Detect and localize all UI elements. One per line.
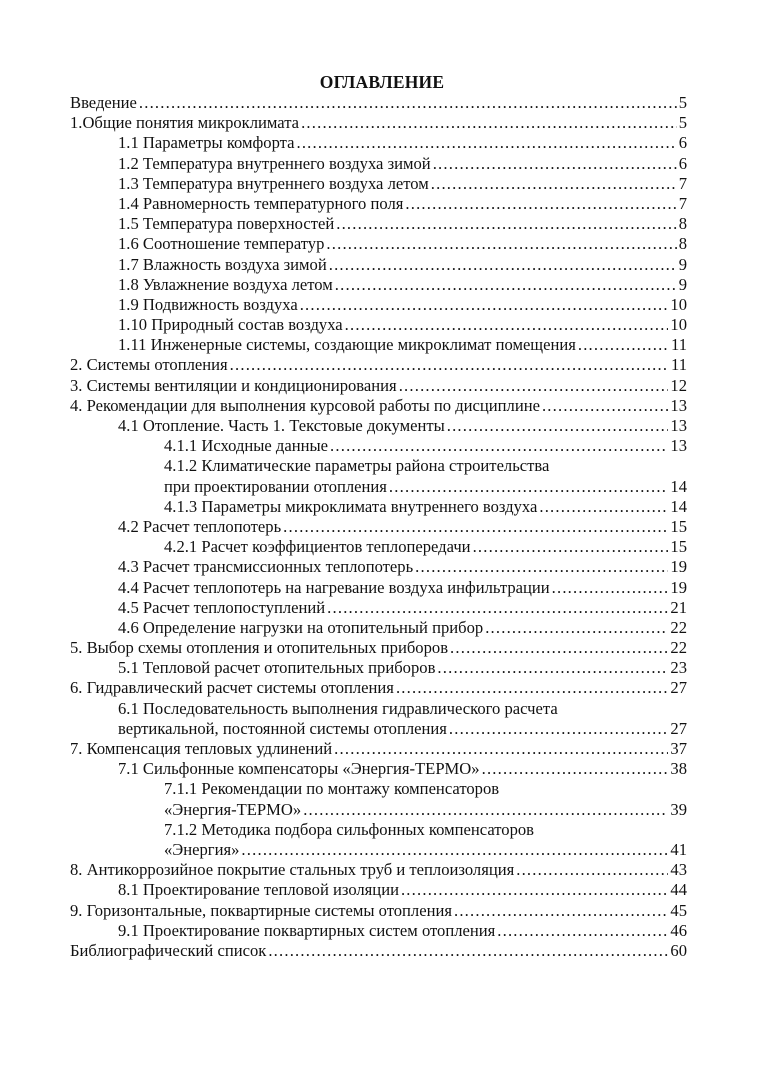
toc-line [70, 678, 687, 698]
toc-entry-title: 4.1.3 Параметры микроклимата внутреннего воздуха [164, 496, 538, 516]
toc-page-number: 22 [670, 617, 687, 637]
toc-page-number: 22 [670, 638, 687, 658]
toc-page-number: 5 [678, 113, 687, 133]
toc-entry[interactable] [70, 396, 687, 416]
toc-line [70, 174, 687, 194]
toc-entry-title: 1.1 Параметры комфорта [118, 133, 295, 153]
toc-page-number: 7 [678, 193, 687, 213]
toc-entry[interactable] [70, 880, 687, 900]
toc-line [70, 840, 687, 860]
toc-line [70, 820, 687, 840]
toc-entry[interactable] [70, 376, 687, 396]
toc-entry[interactable] [70, 759, 687, 779]
toc-entry[interactable] [70, 93, 687, 113]
toc-entry-title: вертикальной, постоянной системы отопления [118, 718, 447, 738]
toc-page-number: 14 [670, 496, 687, 516]
toc-line [70, 557, 687, 577]
toc-title: ОГЛАВЛЕНИЕ [319, 72, 445, 92]
toc-line [70, 719, 687, 739]
toc-entry-title: 8.1 Проектирование тепловой изоляции [118, 880, 399, 900]
dot-leader [300, 295, 669, 315]
dot-leader [345, 315, 669, 335]
toc-entry-title: Библиографический список [70, 940, 267, 960]
dot-leader [296, 133, 676, 153]
toc-page-number: 11 [671, 355, 687, 375]
toc-page-number: 12 [670, 375, 687, 395]
toc-entry[interactable] [70, 739, 687, 759]
dot-leader [303, 800, 668, 820]
toc-entry[interactable] [70, 921, 687, 941]
toc-entry-title: 7.1 Сильфонные компенсаторы «Энергия-ТЕРМО» [118, 759, 480, 779]
toc-entry-title: 5. Выбор схемы отопления и отопительных приборов [70, 638, 449, 658]
dot-leader [396, 678, 668, 698]
toc-line [70, 456, 687, 476]
dot-leader [326, 234, 676, 254]
dot-leader [473, 537, 669, 557]
toc-page-number: 6 [678, 153, 687, 173]
toc-entry[interactable] [70, 315, 687, 335]
toc-entry[interactable] [70, 234, 687, 254]
toc-page-number: 37 [670, 739, 687, 758]
toc-line [70, 658, 687, 678]
toc-entry-title: 1.Общие понятия микроклимата [70, 113, 300, 133]
toc-line [70, 739, 687, 759]
toc-entry[interactable] [70, 255, 687, 275]
toc-entry-title: 8. Антикоррозийное покрытие стальных труб и теплоизоляция [70, 860, 515, 880]
toc-page-number: 10 [670, 315, 687, 335]
toc-line [70, 618, 687, 638]
dot-leader [139, 93, 677, 113]
toc-page-number: 15 [670, 537, 687, 557]
toc-entry[interactable] [70, 678, 687, 698]
toc-entry-title: 1.11 Инженерные системы, создающие микроклимат помещения [118, 335, 576, 355]
toc-line [70, 214, 687, 234]
toc-line [70, 416, 687, 436]
toc-page-number: 38 [670, 759, 687, 779]
dot-leader [241, 840, 668, 860]
toc-entry-title: «Энергия-ТЕРМО» [164, 799, 302, 819]
toc-page-number: 15 [670, 516, 687, 536]
toc-line [70, 355, 687, 375]
toc-entry[interactable] [70, 598, 687, 618]
toc-entry[interactable] [70, 638, 687, 658]
toc-entry-title: 4.4 Расчет теплопотерь на нагревание воздуха инфильтрации [118, 577, 550, 597]
toc-page-number: 19 [670, 557, 687, 577]
toc-line [70, 699, 687, 719]
toc-page-number: 19 [670, 577, 687, 597]
toc-entry[interactable] [70, 699, 687, 739]
toc-entry-title: 3. Системы вентиляции и кондиционирования [70, 375, 397, 395]
toc-entry[interactable] [70, 820, 687, 860]
dot-leader [330, 436, 668, 456]
dot-leader [431, 174, 677, 194]
toc-entry[interactable] [70, 456, 687, 496]
dot-leader [433, 154, 677, 174]
toc-entry[interactable] [70, 416, 687, 436]
toc-line [70, 497, 687, 517]
toc-entry-title: 1.2 Температура внутреннего воздуха зимой [118, 153, 431, 173]
toc-line [70, 255, 687, 275]
toc-entry-title: 4.2 Расчет теплопотерь [118, 516, 282, 536]
toc-line [70, 234, 687, 254]
toc-line [70, 194, 687, 214]
toc-entry[interactable] [70, 537, 687, 557]
toc-entry[interactable] [70, 295, 687, 315]
toc-line [70, 638, 687, 658]
toc-line [70, 275, 687, 295]
toc-entry-title: 1.10 Природный состав воздуха [118, 315, 343, 335]
toc-page-number: 6 [678, 133, 687, 153]
toc-page-number: 60 [670, 940, 687, 960]
toc-line [70, 477, 687, 497]
dot-leader [447, 416, 669, 436]
toc-entry-title: 7.1.2 Методика подбора сильфонных компенсаторов [164, 819, 535, 839]
toc-page-number: 8 [678, 234, 687, 254]
toc-entry-title: 2. Системы отопления [70, 355, 228, 375]
toc-entry[interactable] [70, 901, 687, 921]
toc-page-number: 8 [678, 214, 687, 234]
dot-leader [437, 658, 668, 678]
toc-page-number: 9 [678, 254, 687, 274]
dot-leader [454, 901, 668, 921]
dot-leader [552, 578, 669, 598]
toc-page-number: 13 [670, 436, 687, 456]
toc-entry[interactable] [70, 113, 687, 133]
toc-line [70, 376, 687, 396]
dot-leader [539, 497, 668, 517]
dot-leader [578, 335, 669, 355]
dot-leader [399, 376, 669, 396]
toc-page-number: 27 [670, 718, 687, 738]
toc-line [70, 315, 687, 335]
toc-entry-title: 7.1.1 Рекомендации по монтажу компенсаторов [164, 779, 500, 799]
toc-entry-title: при проектировании отопления [164, 476, 387, 496]
dot-leader [497, 921, 668, 941]
toc-entry-title: 4.1.1 Исходные данные [164, 436, 329, 456]
toc-entry[interactable] [70, 133, 687, 153]
toc-entry[interactable] [70, 154, 687, 174]
toc-entry-title: Введение [70, 93, 137, 112]
toc-page-number: 13 [670, 416, 687, 435]
toc-entry-title: 1.8 Увлажнение воздуха летом [118, 274, 333, 294]
toc-line [70, 436, 687, 456]
toc-entry-title: «Энергия» [164, 839, 240, 859]
dot-leader [329, 255, 677, 275]
dot-leader [542, 396, 668, 416]
dot-leader [485, 618, 668, 638]
toc-line [70, 598, 687, 618]
toc-entry[interactable] [70, 275, 687, 295]
dot-leader [230, 355, 669, 375]
toc-line [70, 901, 687, 921]
toc-entry-title: 5.1 Тепловой расчет отопительных приборов [118, 658, 436, 678]
toc-line [70, 113, 687, 133]
toc-entry-title: 1.7 Влажность воздуха зимой [118, 254, 327, 274]
toc-entry[interactable] [70, 174, 687, 194]
dot-leader [327, 598, 668, 618]
toc-page-number: 44 [670, 880, 687, 900]
toc-entry[interactable] [70, 578, 687, 598]
toc-entry-title: 4.1.2 Климатические параметры района строительства [164, 456, 550, 476]
toc-line [70, 779, 687, 799]
toc-entry[interactable] [70, 355, 687, 375]
toc-entry[interactable] [70, 335, 687, 355]
toc-line [70, 860, 687, 880]
toc-line [70, 537, 687, 557]
toc-line [70, 93, 687, 113]
toc-entry-title: 4.3 Расчет трансмиссионных теплопотерь [118, 557, 414, 577]
toc-line [70, 335, 687, 355]
toc-entry-title: 1.3 Температура внутреннего воздуха летом [118, 173, 429, 193]
toc-entry-title: 4.6 Определение нагрузки на отопительный прибор [118, 617, 484, 637]
toc-page-number: 23 [670, 658, 687, 678]
toc-entry[interactable] [70, 618, 687, 638]
toc-page-number: 9 [678, 274, 687, 294]
dot-leader [268, 941, 668, 961]
toc-page-number: 13 [670, 395, 687, 415]
toc-entry[interactable] [70, 658, 687, 678]
toc-entry[interactable] [70, 557, 687, 577]
dot-leader [336, 214, 676, 234]
dot-leader [415, 557, 668, 577]
toc-entry-title: 9. Горизонтальные, поквартирные системы отопления [70, 900, 452, 920]
toc-line [70, 800, 687, 820]
toc-entry-title: 4. Рекомендации для выполнения курсовой работы по дисциплине [70, 395, 540, 415]
toc-line [70, 921, 687, 941]
toc-entry-title: 4.5 Расчет теплопоступлений [118, 597, 326, 617]
toc-page-number: 10 [670, 294, 687, 314]
dot-leader [389, 477, 668, 497]
toc-page-number: 46 [670, 920, 687, 940]
toc-entry[interactable] [70, 497, 687, 517]
toc-entry-title: 1.9 Подвижность воздуха [118, 294, 298, 314]
toc-entry-title: 6.1 Последовательность выполнения гидравлического расчета [118, 698, 558, 718]
toc-page-number: 5 [678, 93, 687, 112]
toc-entry-title: 1.4 Равномерность температурного поля [118, 193, 404, 213]
toc-entry-title: 1.5 Температура поверхностей [118, 214, 335, 234]
toc-page-number: 41 [670, 839, 687, 859]
toc-page-number: 27 [670, 678, 687, 698]
toc-line [70, 295, 687, 315]
toc-line [70, 941, 687, 961]
toc-line [70, 396, 687, 416]
toc-line [70, 133, 687, 153]
toc-line [70, 759, 687, 779]
toc-page-number: 43 [670, 860, 687, 880]
dot-leader [405, 194, 676, 214]
toc-entry[interactable] [70, 860, 687, 880]
toc-page-number: 14 [670, 476, 687, 496]
toc-line [70, 880, 687, 900]
dot-leader [482, 759, 669, 779]
toc-entry-title: 7. Компенсация тепловых удлинений [70, 739, 333, 758]
dot-leader [401, 880, 668, 900]
dot-leader [450, 638, 668, 658]
dot-leader [516, 860, 668, 880]
toc-entry-title: 1.6 Соотношение температур [118, 234, 325, 254]
toc-entry[interactable] [70, 941, 687, 961]
dot-leader [449, 719, 669, 739]
toc-entry[interactable] [70, 517, 687, 537]
toc-page-number: 21 [670, 597, 687, 617]
toc-entry-title: 4.2.1 Расчет коэффициентов теплопередачи [164, 537, 471, 557]
toc-entry[interactable] [70, 214, 687, 234]
toc-page-number: 7 [678, 173, 687, 193]
toc-page-number: 11 [671, 335, 687, 355]
toc-line [70, 517, 687, 537]
dot-leader [301, 113, 677, 133]
toc-page-number: 39 [670, 799, 687, 819]
dot-leader [334, 739, 668, 759]
toc-line [70, 154, 687, 174]
toc-line [70, 578, 687, 598]
toc-entry[interactable] [70, 779, 687, 819]
toc-entry-title: 4.1 Отопление. Часть 1. Текстовые документы [118, 416, 445, 435]
dot-leader [283, 517, 668, 537]
table-of-contents [70, 93, 687, 961]
toc-entry[interactable] [70, 194, 687, 214]
toc-entry-title: 6. Гидравлический расчет системы отопления [70, 678, 394, 698]
toc-page-number: 45 [670, 900, 687, 920]
dot-leader [335, 275, 677, 295]
toc-entry[interactable] [70, 436, 687, 456]
toc-entry-title: 9.1 Проектирование поквартирных систем отопления [118, 920, 496, 940]
